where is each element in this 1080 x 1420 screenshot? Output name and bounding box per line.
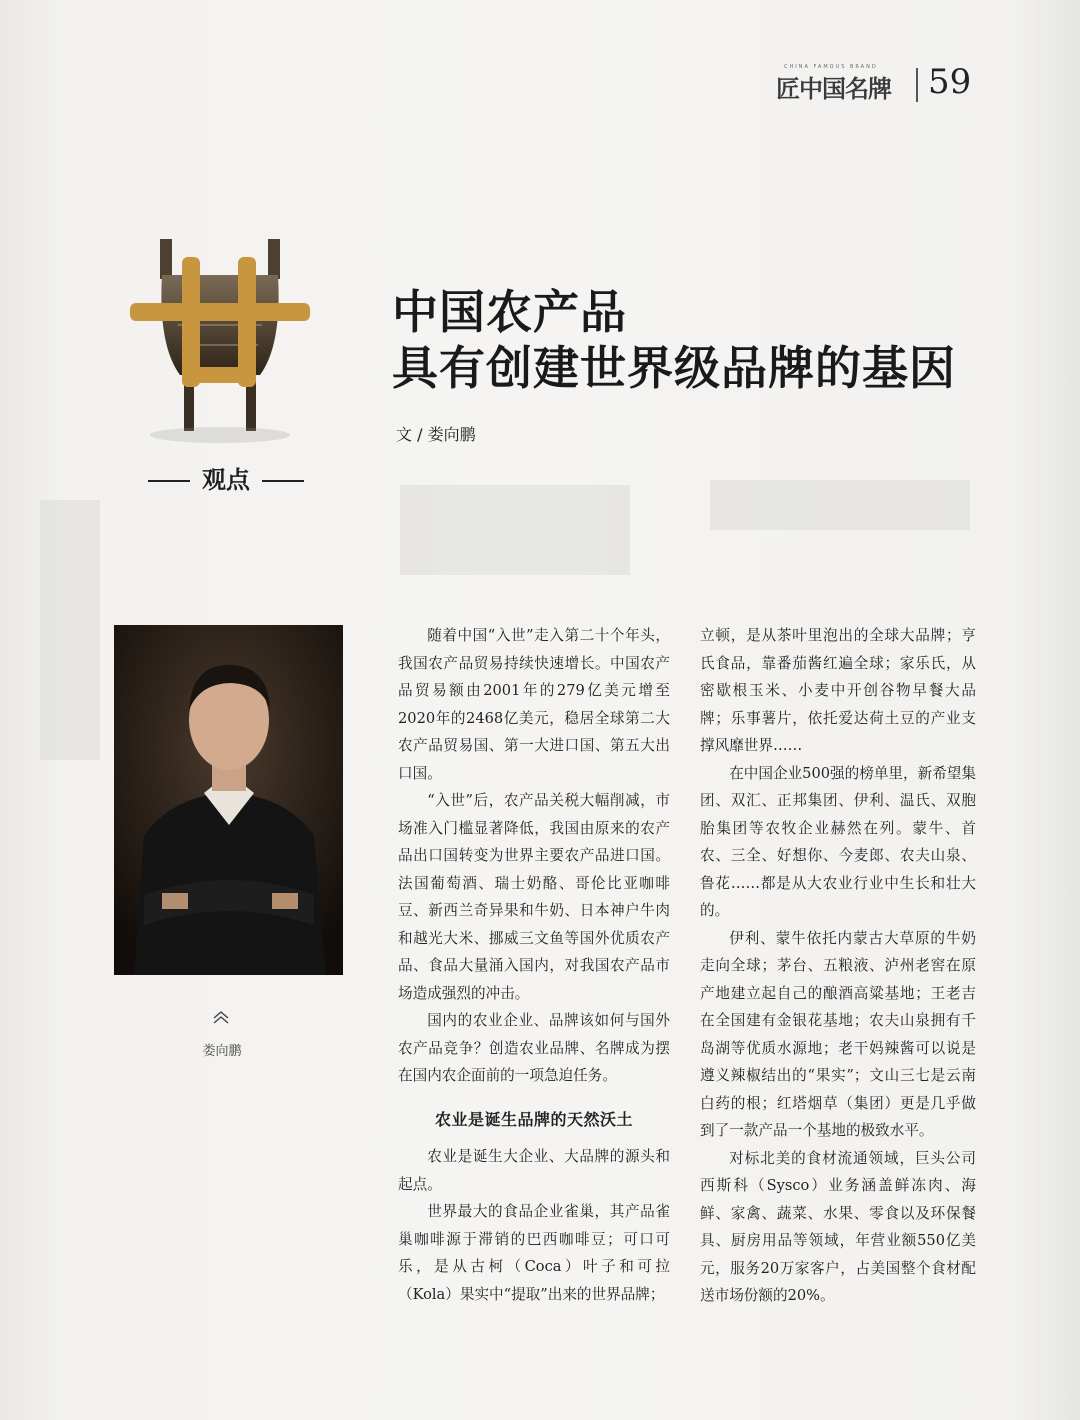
article-title-line1: 中国农产品 xyxy=(392,285,627,339)
header-divider xyxy=(916,68,918,102)
section-rule-right xyxy=(262,480,304,482)
article-byline: 文 / 娄向鹏 xyxy=(396,425,476,444)
section-subheading: 农业是诞生品牌的天然沃土 xyxy=(434,1109,633,1129)
paragraph: “入世”后，农产品关税大幅削减，市场准入门槛显著降低，我国由原来的农产品出口国转变为世界主要农产品进口国。法国葡萄酒、瑞士奶酪、哥伦比亚咖啡豆、新西兰奇异果和牛奶、日本神户牛肉和越光大米、挪威三文鱼等国外优质农产品、食品大量涌入国内，对我国农产品市场造成强烈的冲击。 xyxy=(398,792,670,1002)
article-title xyxy=(392,284,956,396)
vessel-handle-left xyxy=(160,239,172,279)
paragraph: 伊利、蒙牛依托内蒙古大草原的牛奶走向全球；茅台、五粮液、泸州老窖在原产地建立起自己的酿酒高粱基地；王老吉在全国建有金银花基地；农夫山泉拥有千岛湖等优质水源地；老干妈辣酱可以说是遵义辣椒结出的“果实”；文山三七是云南白药的根；红塔烟草（集团）更是几乎做到了一款产品一个基地的极致水平。 xyxy=(700,929,976,1139)
show-through-3 xyxy=(40,500,100,760)
portrait-caption: 娄向鹏 xyxy=(202,1044,242,1059)
paragraph: 农业是诞生大企业、大品牌的源头和起点。 xyxy=(398,1148,670,1193)
vessel-handle-right xyxy=(268,239,280,279)
paragraph: 在中国企业500强的榜单里，新希望集团、双汇、正邦集团、伊利、温氏、双胞胎集团等农牧企业赫然在列。蒙牛、首农、三全、好想你、今麦郎、农夫山泉、鲁花……都是从大农业行业中生长和壮大的。 xyxy=(700,764,976,919)
paragraph: 国内的农业企业、品牌该如何与国外农产品竞争？创造农业品牌、名牌成为摆在国内农企面前的一项急迫任务。 xyxy=(398,1012,670,1084)
magazine-brand xyxy=(776,66,891,106)
portrait-cuff-right xyxy=(272,893,298,909)
paragraph: 世界最大的食品企业雀巢，其产品雀巢咖啡源于滞销的巴西咖啡豆；可口可乐，是从古柯（Coca）叶子和可拉（Kola）果实中“提取”出来的世界品牌； xyxy=(398,1203,670,1303)
chevron-up-icon xyxy=(212,1010,230,1024)
vessel-shadow xyxy=(150,427,290,443)
article-title-line2: 具有创建世界级品牌的基因 xyxy=(392,341,956,395)
page-number: 59 xyxy=(928,62,972,102)
portrait-cuff-left xyxy=(162,893,188,909)
show-through-2 xyxy=(710,480,970,530)
article-column-2 xyxy=(700,622,976,1310)
magazine-brand-small: CHINA FAMOUS BRAND xyxy=(784,64,878,70)
section-label-text: 观点 xyxy=(202,466,250,494)
section-rule-left xyxy=(148,480,190,482)
article-column-1 xyxy=(398,622,670,1308)
column-emblem-icon xyxy=(120,235,320,445)
magazine-brand-text: 匠中国名牌 xyxy=(776,74,891,103)
show-through-1 xyxy=(400,485,630,575)
section-label xyxy=(136,460,316,495)
paragraph: 立顿，是从茶叶里泡出的全球大品牌；亨氏食品，靠番茄酱红遍全球；家乐氏，从密歇根玉米、小麦中开创谷物早餐大品牌；乐事薯片，依托爱达荷土豆的产业支撑风靡世界…… xyxy=(700,627,976,754)
portrait-illustration xyxy=(114,625,343,975)
author-portrait xyxy=(114,625,343,975)
paragraph: 对标北美的食材流通领域，巨头公司西斯科（Sysco）业务涵盖鲜冻肉、海鲜、家禽、蔬菜、水果、零食以及环保餐具、厨房用品等领域，年营业额550亿美元，服务20万家客户，占美国整个食材配送市场份额的20%。 xyxy=(700,1149,976,1304)
paragraph: 随着中国“入世”走入第二十个年头，我国农产品贸易持续快速增长。中国农产品贸易额由2001年的279亿美元增至2020年的2468亿美元，稳居全球第二大农产品贸易国、第一大进口国、第五大出口国。 xyxy=(398,627,670,782)
